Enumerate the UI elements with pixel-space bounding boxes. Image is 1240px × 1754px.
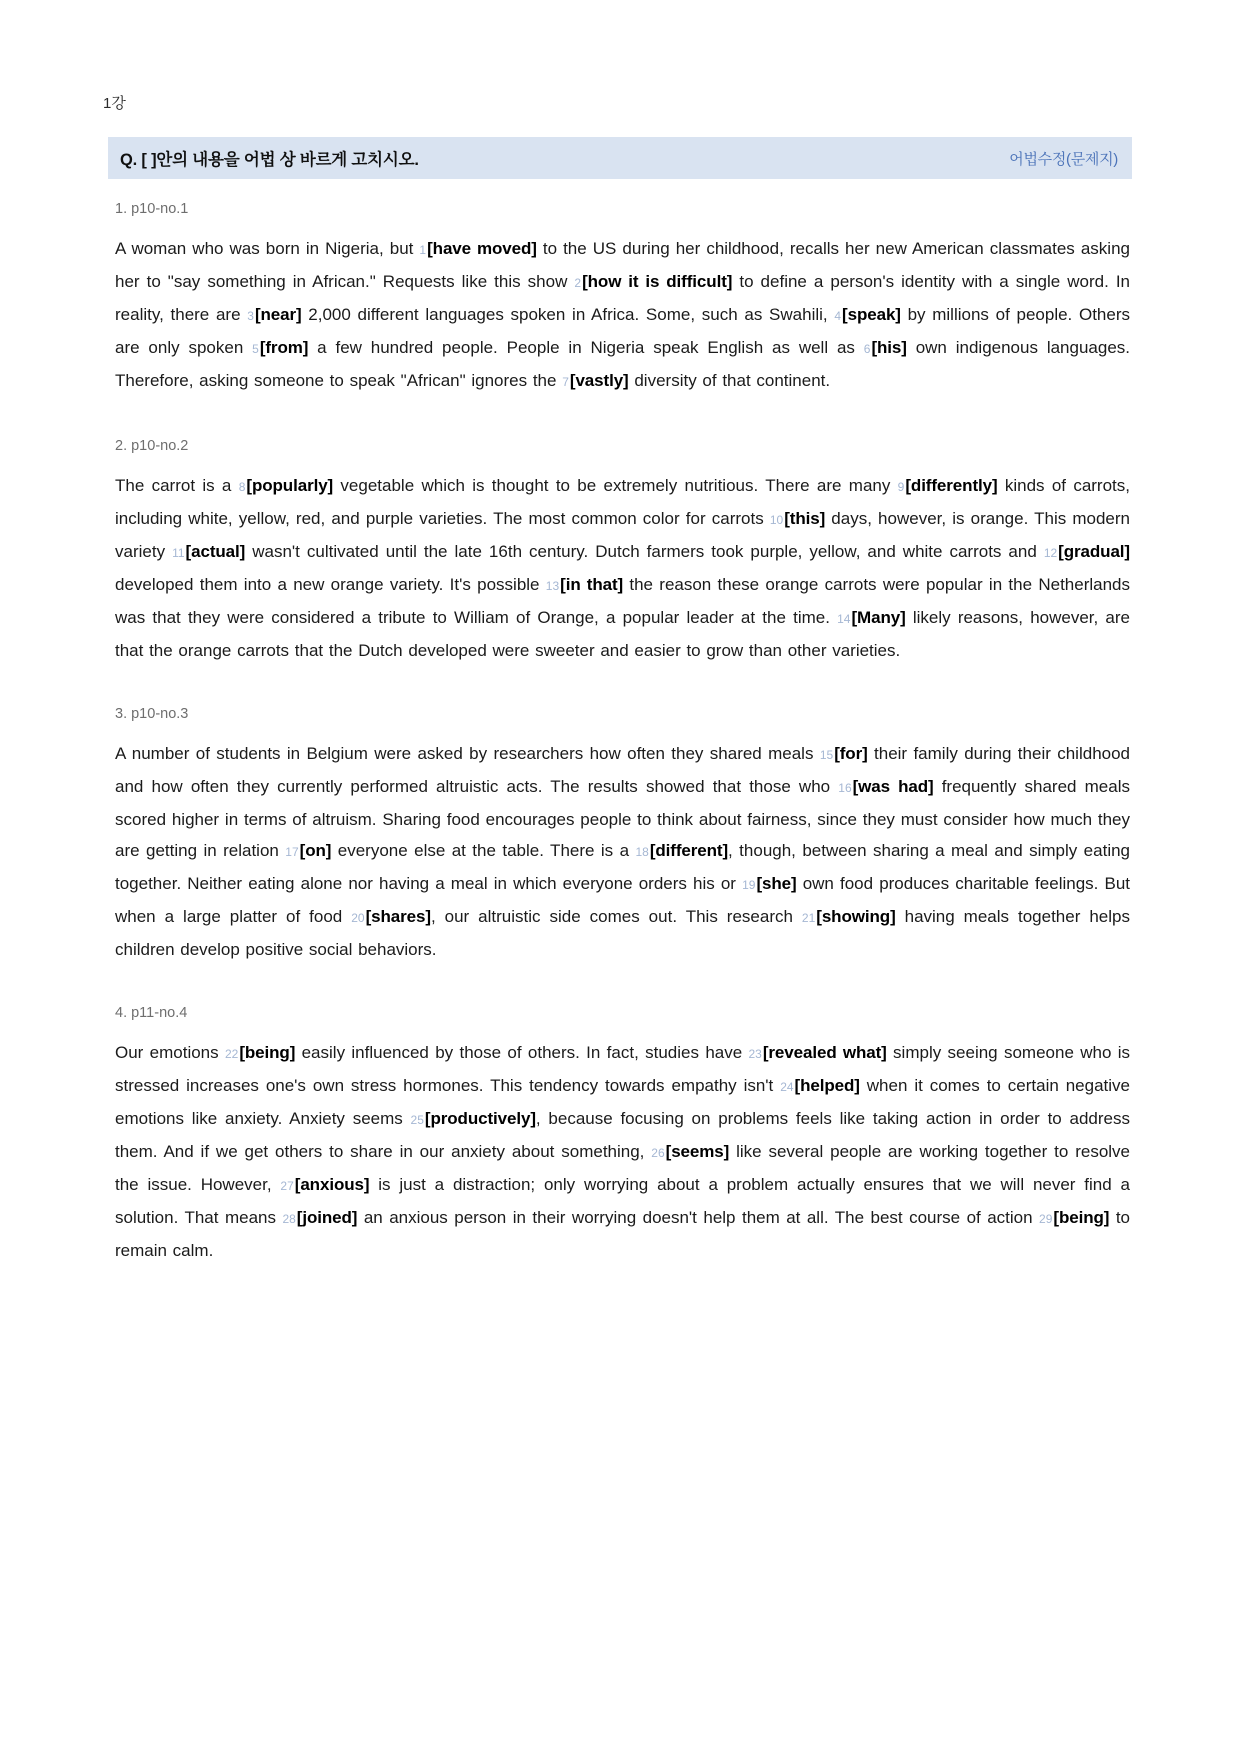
bracket-term: [near] [254,305,302,324]
bracket-number: 18 [635,845,649,859]
bracket-number: 12 [1043,546,1058,560]
bracket-number: 5 [252,342,259,356]
bracket-term: [she] [756,874,797,893]
worksheet-type-tag: 어법수정(문제지) [1009,150,1118,168]
bracket-number: 2 [574,276,582,290]
bracket-number: 8 [238,480,246,494]
bracket-number: 3 [247,309,254,323]
bracket-number: 13 [545,579,560,593]
bracket-term: [gradual] [1058,542,1130,561]
bracket-term: [seems] [665,1142,730,1161]
passage-label: 1. p10-no.1 [115,201,189,217]
bracket-term: [have moved] [427,239,537,258]
bracket-term: [shares] [365,907,431,926]
bracket-term: [from] [259,338,309,357]
bracket-number: 22 [224,1047,239,1061]
bracket-number: 25 [410,1113,424,1127]
bracket-term: [joined] [296,1208,358,1227]
passage-section [115,706,1130,965]
bracket-term: [showing] [816,907,896,926]
question-header-bar [108,137,1132,179]
bracket-term: [his] [871,338,907,357]
bracket-term: [differently] [905,476,998,495]
bracket-term: [anxious] [294,1175,370,1194]
bracket-term: [vastly] [569,371,629,390]
bracket-number: 21 [801,911,816,925]
bracket-term: [speak] [842,305,901,324]
passage-text: A woman who was born in Nigeria, but 1[have moved] to the US during her childhood, recalls her new American classmates asking her to "say something in African." Requests like this show 2[how it is difficult] to define a person's identity with a single word. In reality, there are 3[near] 2,000 different languages spoken in Africa. Some, such as Swahili, 4[speak] by millions of people. Others are only spoken 5[from] a few hundred people. People in Nigeria speak English as well as 6[his] own indigenous languages. Therefore, asking someone to speak "African" ignores the 7[vastly] diversity of that continent. [115,239,1131,390]
bracket-term: [how it is difficult] [582,272,733,291]
bracket-term: [actual] [185,542,246,561]
bracket-term: [revealed what] [762,1043,887,1062]
bracket-number: 11 [172,546,185,560]
bracket-term: [was had] [852,777,934,796]
bracket-term: [being] [239,1043,296,1062]
bracket-term: [helped] [794,1076,860,1095]
passage-section [115,1005,1130,1266]
bracket-number: 15 [819,748,834,762]
bracket-number: 28 [282,1212,296,1226]
bracket-number: 19 [742,878,756,892]
lesson-number-label: 1강 [103,95,126,112]
bracket-number: 4 [834,309,842,323]
question-prompt: Q. [ ]안의 내용을 어법 상 바르게 고치시오. [120,151,419,169]
bracket-number: 27 [280,1179,294,1193]
bracket-number: 1 [419,243,427,257]
passage-label: 4. p11-no.4 [115,1005,188,1021]
bracket-number: 23 [748,1047,762,1061]
bracket-term: [Many] [851,608,906,627]
passage-text: The carrot is a 8[popularly] vegetable which is thought to be extremely nutritious. There are many 9[differently] kinds of carrots, including white, yellow, red, and purple varieties. The most common color for carrots 10[this] days, however, is orange. This modern variety 11[actual] wasn't cultivated until the late 16th century. Dutch farmers took purple, yellow, and white carrots and 12[gradual] developed them into a new orange variety. It's possible 13[in that] the reason these orange carrots were popular in the Netherlands was that they were considered a tribute to William of Orange, a popular leader at the time. 14[Many] likely reasons, however, are that the orange carrots that the Dutch developed were sweeter and easier to grow than other varieties. [115,476,1131,660]
bracket-number: 24 [780,1080,794,1094]
bracket-number: 7 [562,375,569,389]
bracket-term: [on] [299,841,332,860]
bracket-number: 14 [837,612,851,626]
bracket-number: 9 [897,480,905,494]
bracket-number: 17 [285,845,299,859]
passage-label: 2. p10-no.2 [115,438,189,454]
passage-text: Our emotions 22[being] easily influenced by those of others. In fact, studies have 23[revealed what] simply seeing someone who is stressed increases one's own stress hormones. This tendency towards empathy isn't 24[helped] when it comes to certain negative emotions like anxiety. Anxiety seems 25[productively], because focusing on problems feels like taking action in order to address them. And if we get others to share in our anxiety about something, 26[seems] like several people are working together to resolve the issue. However, 27[anxious] is just a distraction; only worrying about a problem actually ensures that we will never find a solution. That means 28[joined] an anxious person in their worrying doesn't help them at all. The best course of action 29[being] to remain calm. [115,1043,1131,1260]
bracket-term: [productively] [424,1109,536,1128]
passage-section [115,201,1130,398]
bracket-term: [this] [784,509,826,528]
bracket-number: 16 [838,781,852,795]
bracket-term: [popularly] [246,476,334,495]
passages-container [115,201,1130,1266]
bracket-term: [in that] [560,575,624,594]
bracket-term: [being] [1053,1208,1110,1227]
bracket-number: 20 [351,911,365,925]
bracket-number: 6 [863,342,871,356]
bracket-number: 29 [1039,1212,1053,1226]
bracket-number: 26 [651,1146,665,1160]
bracket-term: [different] [649,841,729,860]
passage-section [115,438,1130,666]
bracket-number: 10 [769,513,784,527]
bracket-term: [for] [834,744,868,763]
passage-text: A number of students in Belgium were asked by researchers how often they shared meals 15[for] their family during their childhood and how often they currently performed altruistic acts. The results showed that those who 16[was had] frequently shared meals scored higher in terms of altruism. Sharing food encourages people to think about fairness, since they must consider how much they are getting in relation 17[on] everyone else at the table. There is a 18[different], though, between sharing a meal and simply eating together. Neither eating alone nor having a meal in which everyone orders his or 19[she] own food produces charitable feelings. But when a large platter of food 20[shares], our altruistic side comes out. This research 21[showing] having meals together helps children develop positive social behaviors. [115,744,1131,959]
passage-label: 3. p10-no.3 [115,706,189,722]
